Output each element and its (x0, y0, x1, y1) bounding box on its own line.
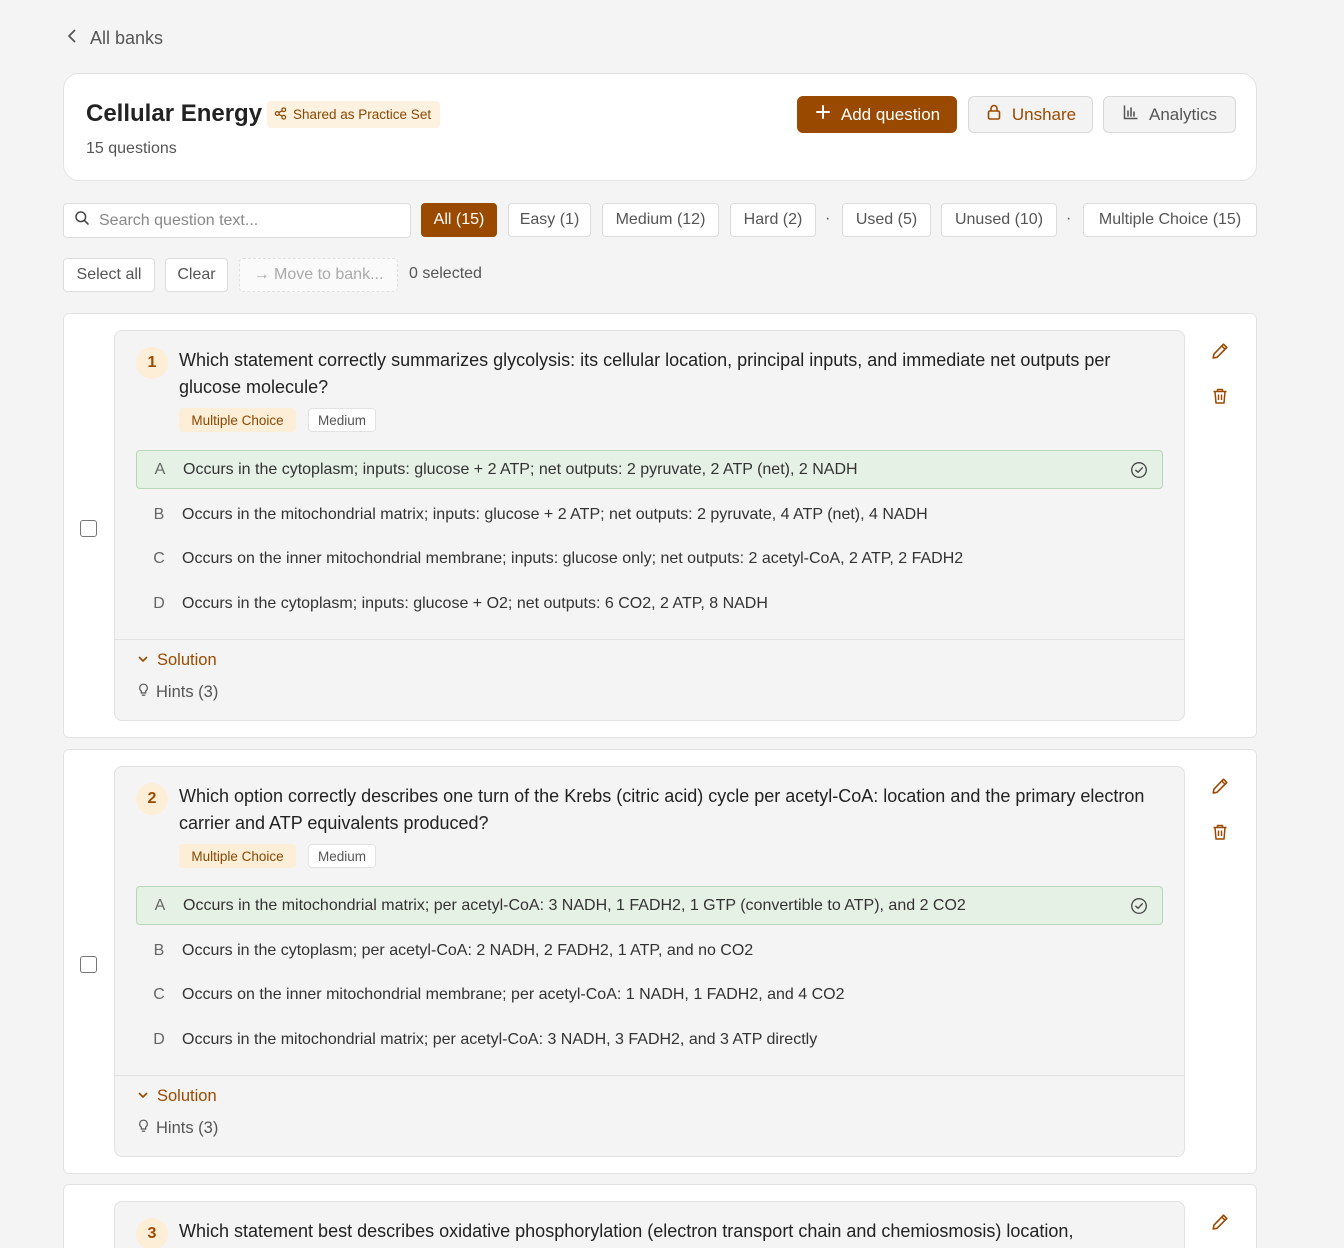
analytics-button[interactable] (1103, 96, 1236, 133)
delete-question-button[interactable] (1210, 386, 1230, 406)
filter-chip-hard[interactable]: Hard (2) (730, 203, 816, 237)
chevron-down-icon (137, 651, 149, 670)
option-text: Occurs in the mitochondrial matrix; per acetyl-CoA: 3 NADH, 1 FADH2, 1 GTP (convertible to ATP), and 2 CO2 (183, 896, 966, 914)
delete-question-button[interactable] (1210, 822, 1230, 842)
option-text: Occurs on the inner mitochondrial membrane; inputs: glucose only; net outputs: 2 acetyl-CoA, 2 ATP, 2 FADH2 (182, 549, 964, 567)
option-letter: A (154, 460, 166, 478)
question-type-tag: Multiple Choice (179, 408, 296, 432)
add-question-label: Add question (840, 104, 941, 124)
edit-question-button[interactable] (1210, 776, 1230, 796)
filter-chip-all[interactable]: All (15) (421, 203, 497, 237)
question-card (63, 1184, 1257, 1248)
question-text: Which statement best describes oxidative phosphorylation (electron transport chain and chemiosmosis) location, (179, 1221, 1074, 1241)
question-card (63, 749, 1257, 1174)
solution-label: Solution (157, 651, 217, 669)
answer-option (136, 975, 1163, 1014)
answer-option-correct (136, 450, 1163, 489)
edit-question-button[interactable] (1210, 1212, 1230, 1232)
answer-option (136, 1020, 1163, 1059)
edit-question-button[interactable] (1210, 341, 1230, 361)
hints-label: Hints (3) (156, 1119, 219, 1137)
solution-toggle[interactable] (137, 651, 217, 670)
question-number: 1 (136, 347, 168, 379)
trash-icon (1210, 829, 1230, 846)
difficulty-tag: Medium (308, 408, 376, 432)
question-card (63, 313, 1257, 738)
hints-toggle[interactable] (137, 1119, 218, 1138)
answer-option (136, 931, 1163, 970)
bar-chart-icon (1122, 103, 1140, 126)
check-circle-icon (1130, 897, 1148, 915)
solution-toggle[interactable] (137, 1087, 217, 1106)
clear-selection-button[interactable]: Clear (165, 258, 228, 292)
lightbulb-icon (137, 683, 150, 702)
question-number: 2 (136, 783, 168, 815)
filter-chip-easy[interactable]: Easy (1) (508, 203, 591, 237)
hints-label: Hints (3) (156, 683, 219, 701)
filter-separator: · (825, 210, 831, 227)
option-letter: B (153, 941, 165, 959)
question-type-tag: Multiple Choice (179, 844, 296, 868)
answer-option-correct (136, 886, 1163, 925)
difficulty-tag: Medium (308, 844, 376, 868)
search-icon (74, 210, 90, 231)
add-question-button[interactable] (797, 96, 957, 133)
question-text: Which option correctly describes one turn of the Krebs (citric acid) cycle per acetyl-CoA: location and the primary electron carrier and ATP equivalents produced? (179, 786, 1145, 833)
option-letter: B (153, 505, 165, 523)
option-letter: C (153, 985, 165, 1003)
answer-option (136, 584, 1163, 623)
filter-chip-multiple-choice[interactable]: Multiple Choice (15) (1083, 203, 1257, 237)
answer-option (136, 539, 1163, 578)
search-input[interactable] (99, 212, 399, 230)
pencil-icon (1210, 783, 1230, 800)
divider (115, 639, 1184, 640)
lock-icon (985, 103, 1003, 126)
shared-badge-label: Shared as Practice Set (293, 107, 432, 122)
share-icon (274, 107, 287, 123)
unshare-button[interactable] (968, 96, 1093, 133)
option-letter: D (153, 1030, 165, 1048)
question-body (114, 1201, 1185, 1248)
option-text: Occurs on the inner mitochondrial membrane; per acetyl-CoA: 1 NADH, 1 FADH2, and 4 CO2 (182, 985, 845, 1003)
chevron-left-icon (64, 28, 80, 49)
question-search-box (63, 203, 411, 238)
question-select-checkbox[interactable] (80, 520, 97, 537)
solution-label: Solution (157, 1087, 217, 1105)
plus-icon (814, 103, 832, 126)
pencil-icon (1210, 348, 1230, 365)
filter-chip-unused[interactable]: Unused (10) (941, 203, 1057, 237)
option-text: Occurs in the mitochondrial matrix; inputs: glucose + 2 ATP; net outputs: 2 pyruvate, 4 ATP (net), 4 NADH (182, 505, 928, 523)
lightbulb-icon (137, 1119, 150, 1138)
move-to-bank-button[interactable]: → Move to bank... (239, 258, 398, 292)
divider (115, 1075, 1184, 1076)
filter-chip-medium[interactable]: Medium (12) (602, 203, 719, 237)
question-body (114, 330, 1185, 721)
question-select-checkbox[interactable] (80, 956, 97, 973)
filter-chip-used[interactable]: Used (5) (842, 203, 931, 237)
pencil-icon (1210, 1219, 1230, 1236)
analytics-label: Analytics (1148, 104, 1218, 124)
option-letter: A (154, 896, 166, 914)
selected-count: 0 selected (409, 265, 482, 282)
question-text: Which statement correctly summarizes glycolysis: its cellular location, principal inputs, and immediate net outputs per glucose molecule? (179, 350, 1111, 397)
bank-title: Cellular Energy (86, 100, 263, 127)
option-text: Occurs in the cytoplasm; per acetyl-CoA: 2 NADH, 2 FADH2, 1 ATP, and no CO2 (182, 941, 754, 959)
option-text: Occurs in the cytoplasm; inputs: glucose + 2 ATP; net outputs: 2 pyruvate, 2 ATP (net), 2 NADH (183, 460, 858, 478)
shared-status-badge (267, 101, 440, 128)
back-to-all-banks-link[interactable] (64, 26, 163, 50)
check-circle-icon (1130, 461, 1148, 479)
hints-toggle[interactable] (137, 683, 218, 702)
chevron-down-icon (137, 1087, 149, 1106)
option-text: Occurs in the cytoplasm; inputs: glucose + O2; net outputs: 6 CO2, 2 ATP, 8 NADH (182, 594, 768, 612)
option-letter: D (153, 594, 165, 612)
question-number: 3 (136, 1218, 168, 1248)
bank-header-card (63, 73, 1257, 181)
select-all-button[interactable]: Select all (63, 258, 155, 292)
back-label: All banks (90, 27, 164, 48)
question-count: 15 questions (86, 140, 177, 157)
trash-icon (1210, 393, 1230, 410)
option-text: Occurs in the mitochondrial matrix; per acetyl-CoA: 3 NADH, 3 FADH2, and 3 ATP directly (182, 1030, 818, 1048)
filter-separator: · (1066, 210, 1072, 227)
question-body (114, 766, 1185, 1157)
option-letter: C (153, 549, 165, 567)
unshare-label: Unshare (1011, 104, 1077, 124)
answer-option (136, 495, 1163, 534)
